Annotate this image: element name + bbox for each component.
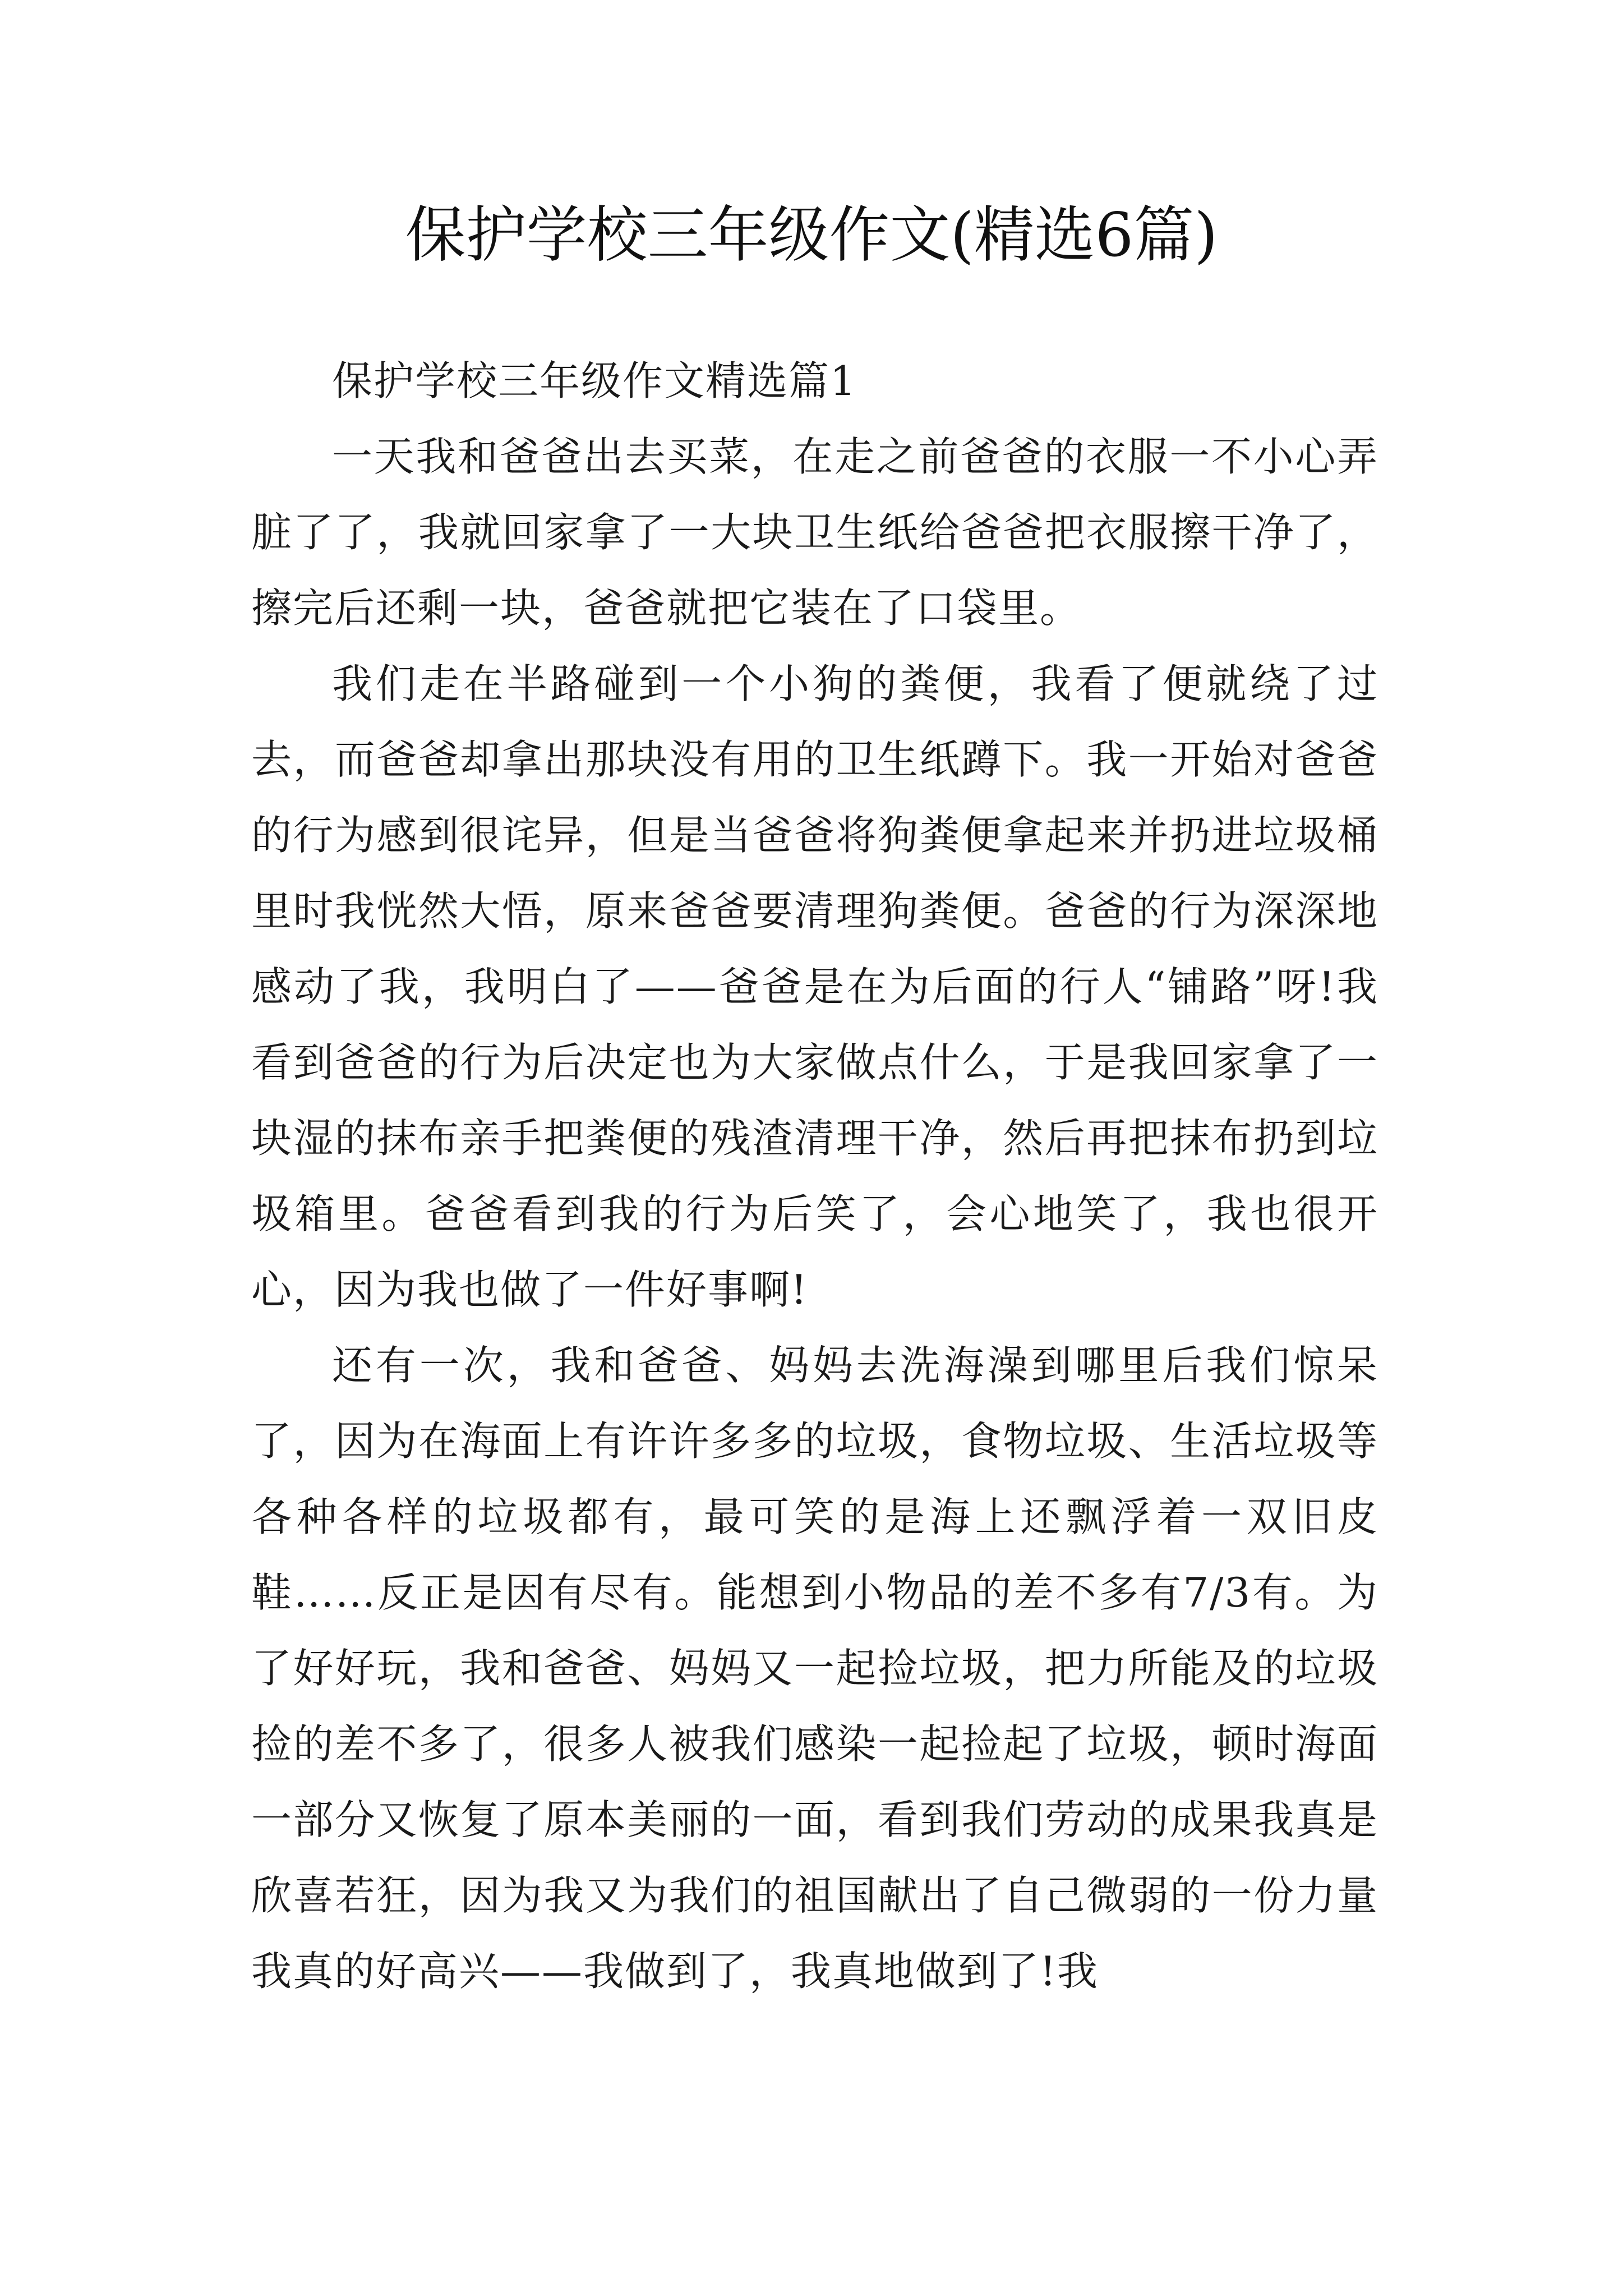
paragraph: 一天我和爸爸出去买菜，在走之前爸爸的衣服一不小心弄脏了了，我就回家拿了一大块卫生纸给爸爸把衣服擦干净了，擦完后还剩一块，爸爸就把它装在了口袋里。: [251, 433, 1378, 632]
document-body: [251, 343, 1378, 2009]
section-heading: 保护学校三年级作文精选篇1: [332, 357, 857, 404]
paragraph: 我们走在半路碰到一个小狗的粪便，我看了便就绕了过去，而爸爸却拿出那块没有用的卫生纸蹲下。我一开始对爸爸的行为感到很诧异，但是当爸爸将狗粪便拿起来并扔进垃圾桶里时我恍然大悟，原来爸爸要清理狗粪便。爸爸的行为深深地感动了我，我明白了——爸爸是在为后面的行人“铺路”呀!我看到爸爸的行为后决定也为大家做点什么，于是我回家拿了一块湿的抹布亲手把粪便的残渣清理干净，然后再把抹布扔到垃圾箱里。爸爸看到我的行为后笑了，会心地笑了，我也很开心，因为我也做了一件好事啊!: [251, 660, 1378, 1313]
document-title: 保护学校三年级作文(精选6篇): [405, 200, 1218, 270]
paragraph: 还有一次，我和爸爸、妈妈去洗海澡到哪里后我们惊呆了，因为在海面上有许许多多的垃圾，食物垃圾、生活垃圾等各种各样的垃圾都有，最可笑的是海上还飘浮着一双旧皮鞋……反正是因有尽有。能想到小物品的差不多有7/3有。为了好好玩，我和爸爸、妈妈又一起捡垃圾，把力所能及的垃圾捡的差不多了，很多人被我们感染一起捡起了垃圾，顿时海面一部分又恢复了原本美丽的一面，看到我们劳动的成果我真是欣喜若狂，因为我又为我们的祖国献出了自己微弱的一份力量我真的好高兴——我做到了，我真地做到了!我: [251, 1342, 1378, 1995]
